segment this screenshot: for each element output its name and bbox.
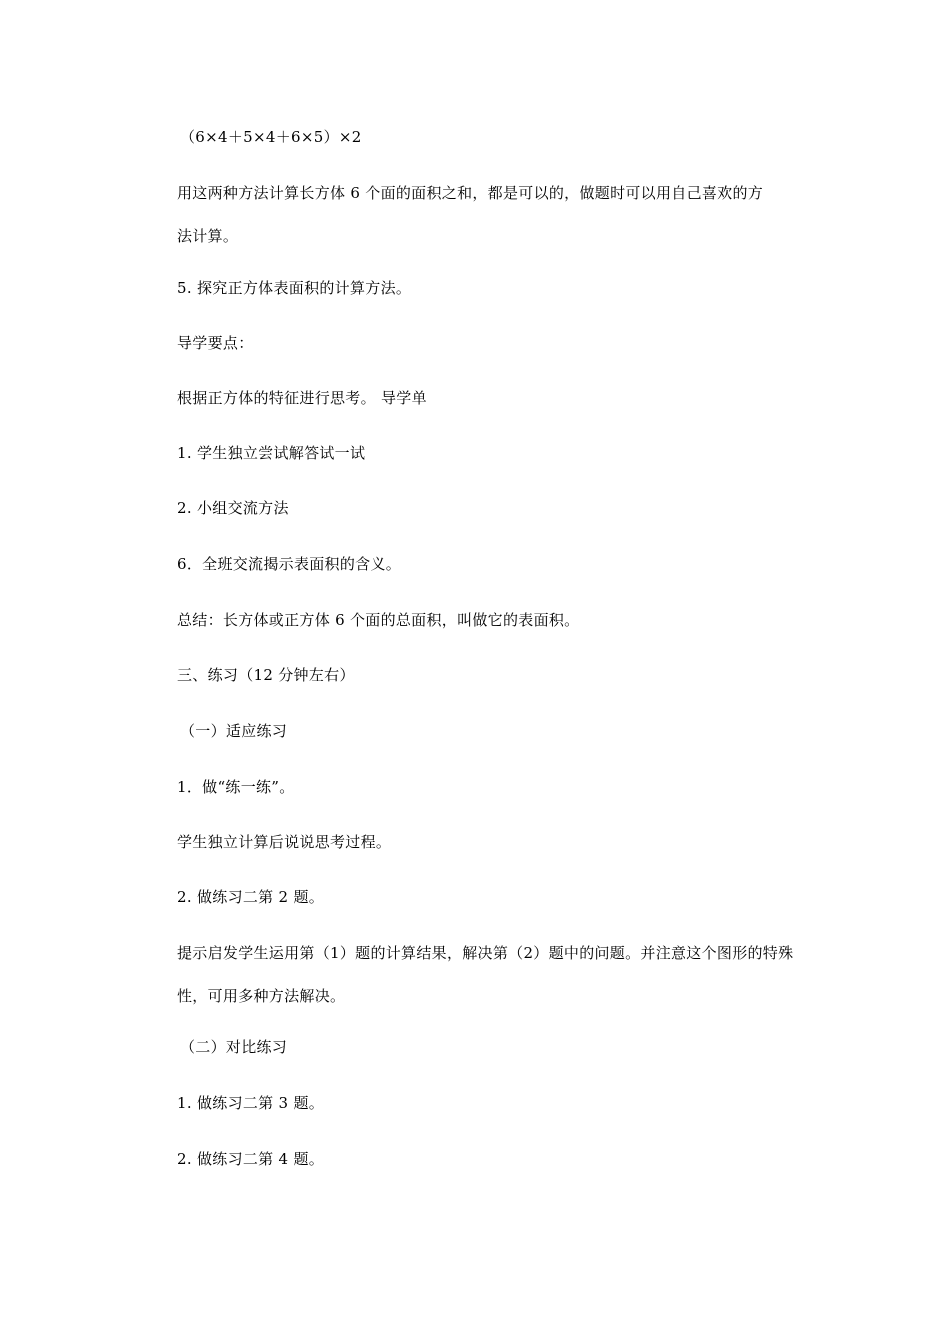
guide-points-label: 导学要点： [177, 334, 254, 352]
hint-paragraph [177, 942, 817, 1007]
summary-line: 总结：长方体或正方体 6 个面的总面积，叫做它的表面积。 [177, 611, 580, 629]
subsection-2-heading: （二）对比练习 [180, 1038, 288, 1056]
methods-paragraph [177, 182, 817, 247]
methods-line-1: 用这两种方法计算长方体 6 个面的面积之和，都是可以的，做题时可以用自己喜欢的方 [177, 184, 764, 202]
section-3-heading: 三、练习（12 分钟左右） [177, 666, 355, 684]
step-5-heading: 5. 探究正方体表面积的计算方法。 [177, 279, 412, 297]
compare-exercise-2: 2. 做练习二第 4 题。 [177, 1150, 325, 1168]
item-2-group: 2. 小组交流方法 [177, 499, 289, 517]
methods-line-2: 法计算。 [177, 227, 239, 245]
exercise-1-note: 学生独立计算后说说思考过程。 [177, 833, 392, 851]
step-6-heading: 6．全班交流揭示表面积的含义。 [177, 555, 402, 573]
hint-line-2: 性，可用多种方法解决。 [177, 987, 346, 1005]
compare-exercise-1: 1. 做练习二第 3 题。 [177, 1094, 325, 1112]
formula-line: （6×4＋5×4＋6×5）×2 [180, 128, 362, 146]
guide-think-line: 根据正方体的特征进行思考。 导学单 [177, 389, 427, 407]
exercise-2: 2. 做练习二第 2 题。 [177, 888, 325, 906]
item-1-try: 1. 学生独立尝试解答试一试 [177, 444, 366, 462]
exercise-1: 1．做“练一练”。 [177, 778, 295, 796]
hint-line-1: 提示启发学生运用第（1）题的计算结果，解决第（2）题中的问题。并注意这个图形的特殊 [177, 944, 794, 962]
subsection-1-heading: （一）适应练习 [180, 722, 288, 740]
